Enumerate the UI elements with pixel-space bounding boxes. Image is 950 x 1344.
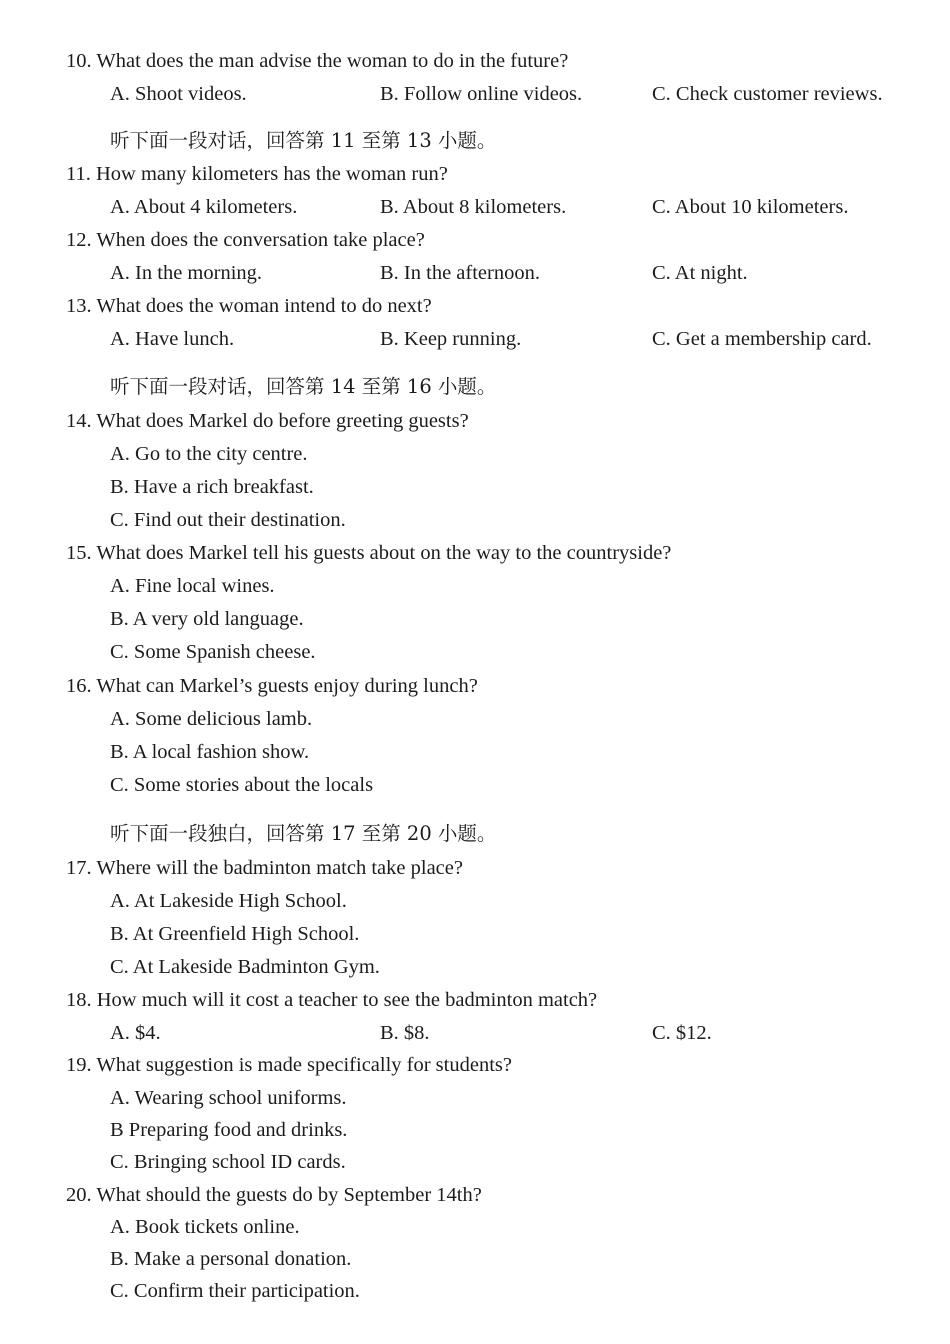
option-14-c: C. Find out their destination. bbox=[110, 509, 346, 531]
option-16-b: B. A local fashion show. bbox=[110, 741, 310, 763]
question-text: When does the conversation take place? bbox=[96, 229, 425, 251]
question-text: What can Markel’s guests enjoy during lunch? bbox=[96, 675, 478, 697]
option-17-c: C. At Lakeside Badminton Gym. bbox=[110, 956, 380, 978]
question-19 bbox=[66, 1052, 512, 1078]
option-11-b: B. About 8 kilometers. bbox=[380, 196, 567, 218]
option-16-a: A. Some delicious lamb. bbox=[110, 708, 313, 730]
question-12 bbox=[66, 227, 425, 253]
option-10-a: A. Shoot videos. bbox=[110, 83, 247, 105]
question-13 bbox=[66, 293, 432, 319]
question-number: 14. bbox=[66, 410, 92, 432]
option-11-a: A. About 4 kilometers. bbox=[110, 196, 298, 218]
option-16-c: C. Some stories about the locals bbox=[110, 774, 374, 796]
question-number: 15. bbox=[66, 542, 92, 564]
option-19-b: B Preparing food and drinks. bbox=[110, 1119, 348, 1141]
question-number: 17. bbox=[66, 857, 92, 879]
option-12-a: A. In the morning. bbox=[110, 262, 263, 284]
question-text: How much will it cost a teacher to see the badminton match? bbox=[96, 989, 598, 1011]
question-number: 11. bbox=[66, 163, 91, 185]
section-instruction: 听下面一段对话，回答第 11 至第 13 小题。 bbox=[110, 129, 497, 152]
question-text: What does Markel do before greeting guests? bbox=[96, 410, 469, 432]
option-15-b: B. A very old language. bbox=[110, 608, 304, 630]
option-17-a: A. At Lakeside High School. bbox=[110, 890, 347, 912]
option-14-b: B. Have a rich breakfast. bbox=[110, 476, 314, 498]
option-13-c: C. Get a membership card. bbox=[652, 328, 872, 350]
question-10 bbox=[66, 48, 568, 74]
option-18-b: B. $8. bbox=[380, 1022, 430, 1044]
option-12-b: B. In the afternoon. bbox=[380, 262, 540, 284]
option-14-a: A. Go to the city centre. bbox=[110, 443, 308, 465]
option-10-c: C. Check customer reviews. bbox=[652, 83, 883, 105]
question-number: 18. bbox=[66, 989, 92, 1011]
question-number: 16. bbox=[66, 675, 92, 697]
option-20-c: C. Confirm their participation. bbox=[110, 1280, 360, 1302]
question-11 bbox=[66, 161, 448, 187]
option-20-b: B. Make a personal donation. bbox=[110, 1248, 352, 1270]
question-number: 13. bbox=[66, 295, 92, 317]
section-instruction: 听下面一段独白，回答第 17 至第 20 小题。 bbox=[110, 822, 497, 845]
question-number: 10. bbox=[66, 50, 92, 72]
question-14 bbox=[66, 408, 469, 434]
question-text: What suggestion is made specifically for students? bbox=[96, 1054, 512, 1076]
question-number: 19. bbox=[66, 1054, 92, 1076]
option-19-c: C. Bringing school ID cards. bbox=[110, 1151, 346, 1173]
question-text: How many kilometers has the woman run? bbox=[96, 163, 448, 185]
question-18 bbox=[66, 987, 597, 1013]
question-number: 20. bbox=[66, 1184, 92, 1206]
question-16 bbox=[66, 673, 478, 699]
option-11-c: C. About 10 kilometers. bbox=[652, 196, 849, 218]
question-number: 12. bbox=[66, 229, 92, 251]
question-text: What does Markel tell his guests about on the way to the countryside? bbox=[96, 542, 672, 564]
option-19-a: A. Wearing school uniforms. bbox=[110, 1087, 347, 1109]
option-20-a: A. Book tickets online. bbox=[110, 1216, 300, 1238]
question-17 bbox=[66, 855, 463, 881]
option-17-b: B. At Greenfield High School. bbox=[110, 923, 360, 945]
question-text: What does the man advise the woman to do in the future? bbox=[96, 50, 569, 72]
option-15-c: C. Some Spanish cheese. bbox=[110, 641, 316, 663]
question-15 bbox=[66, 540, 671, 566]
question-text: What does the woman intend to do next? bbox=[96, 295, 432, 317]
option-18-a: A. $4. bbox=[110, 1022, 161, 1044]
question-text: What should the guests do by September 14th? bbox=[96, 1184, 482, 1206]
section-instruction: 听下面一段对话，回答第 14 至第 16 小题。 bbox=[110, 375, 497, 398]
option-12-c: C. At night. bbox=[652, 262, 748, 284]
question-20 bbox=[66, 1182, 482, 1208]
option-18-c: C. $12. bbox=[652, 1022, 712, 1044]
question-text: Where will the badminton match take place? bbox=[96, 857, 463, 879]
option-15-a: A. Fine local wines. bbox=[110, 575, 275, 597]
option-13-a: A. Have lunch. bbox=[110, 328, 235, 350]
option-13-b: B. Keep running. bbox=[380, 328, 522, 350]
option-10-b: B. Follow online videos. bbox=[380, 83, 583, 105]
